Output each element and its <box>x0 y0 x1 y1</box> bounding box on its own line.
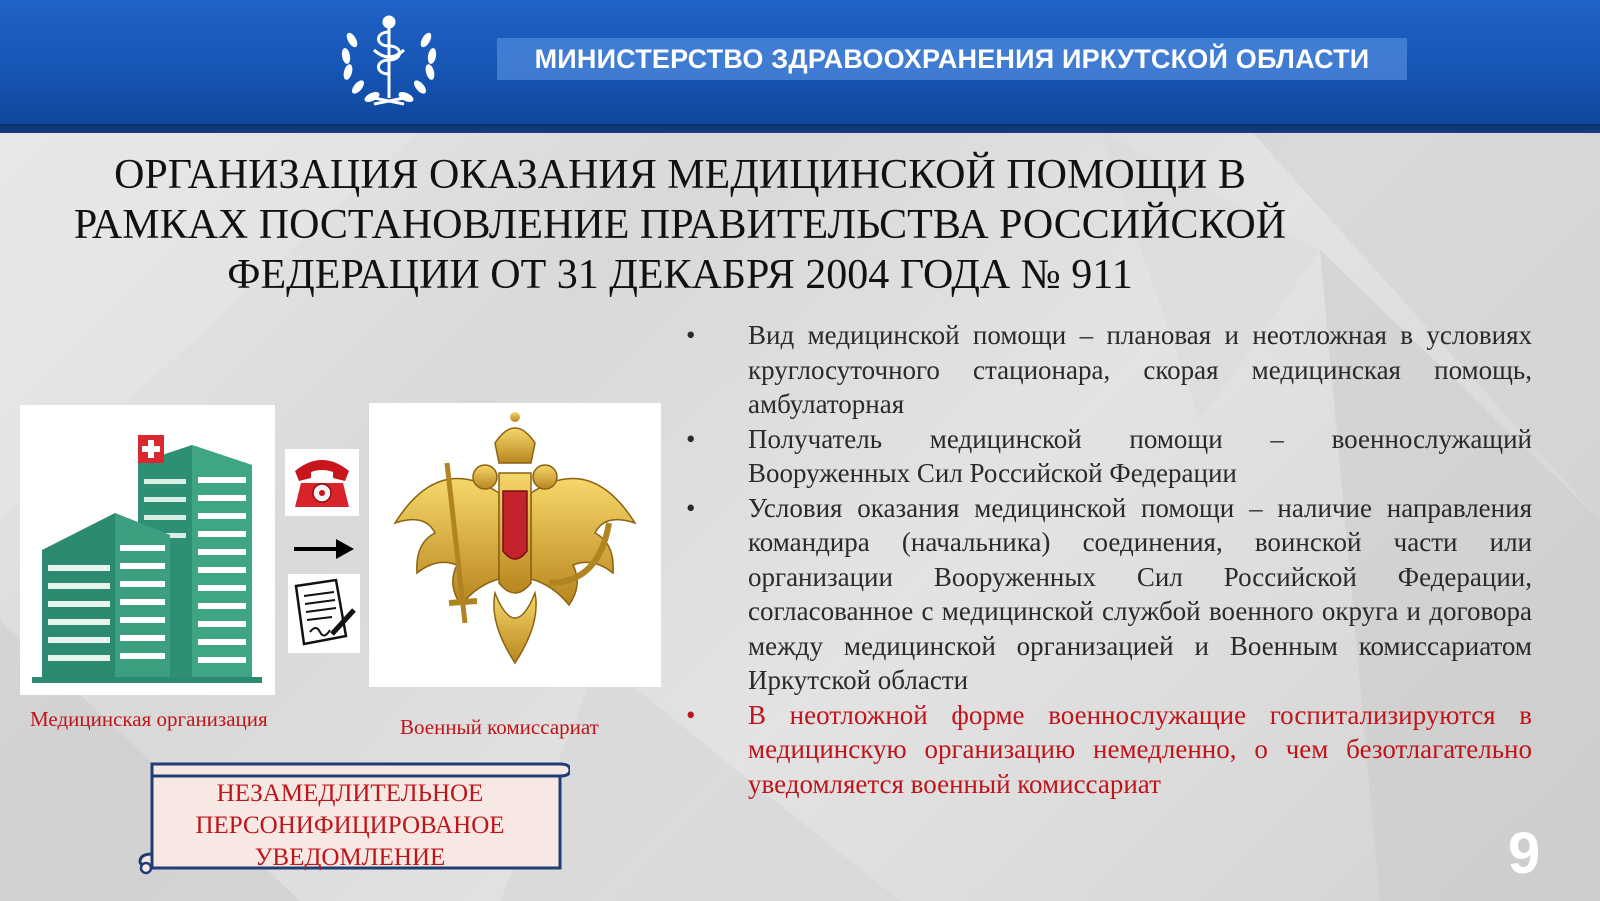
arrow-right-icon <box>294 536 354 562</box>
header-divider <box>0 124 1600 133</box>
bullet-dot: • <box>686 320 696 350</box>
notification-banner-text <box>155 778 545 874</box>
bullet-item <box>686 491 1532 698</box>
organization-banner <box>497 38 1407 80</box>
banner-line: НЕЗАМЕДЛИТЕЛЬНОЕ <box>216 780 484 807</box>
signed-document-icon <box>288 574 360 653</box>
hospital-image <box>20 405 275 695</box>
bullet-item <box>686 318 1532 422</box>
bullet-text: Условия оказания медицинской помощи – наличие направления командира (начальника) соединения, воинской части или организации Вооруженных Сил Российской Федерации, согласованное с медицинской службой военного округа и договора между медицинской организацией и Военным комиссариатом Иркутской области <box>748 492 1532 695</box>
document-image <box>288 574 360 653</box>
hospital-caption: Медицинская организация <box>30 707 268 731</box>
telephone-image <box>285 449 359 516</box>
bullet-dot: • <box>686 492 696 523</box>
title-line: ОРГАНИЗАЦИЯ ОКАЗАНИЯ МЕДИЦИНСКОЙ ПОМОЩИ В <box>114 152 1246 198</box>
slide-title <box>30 150 1330 300</box>
double-headed-eagle-icon <box>369 403 661 687</box>
title-line: ФЕДЕРАЦИИ ОТ 31 ДЕКАБРЯ 2004 ГОДА № 911 <box>227 252 1133 298</box>
header-bar <box>0 0 1600 128</box>
telephone-icon <box>285 449 359 516</box>
banner-line: ПЕРСОНИФИЦИРОВАНОЕ <box>195 812 505 839</box>
medical-emblem-icon <box>334 12 444 112</box>
bullet-text: Получатель медицинской помощи – военнослужащий Вооруженных Сил Российской Федерации <box>748 423 1532 488</box>
bullet-dot: • <box>686 699 696 730</box>
bullet-text: Вид медицинской помощи – плановая и неотложная в условиях круглосуточного стационара, скорая медицинская помощь, амбулаторная <box>748 320 1532 419</box>
military-emblem-image <box>369 403 661 687</box>
organization-name: МИНИСТЕРСТВО ЗДРАВООХРАНЕНИЯ ИРКУТСКОЙ ОБЛАСТИ <box>534 44 1370 74</box>
bullet-list <box>686 318 1532 801</box>
military-caption: Военный комиссариат <box>400 715 599 739</box>
page-number: 9 <box>1508 821 1541 886</box>
bullet-item <box>686 422 1532 491</box>
bullet-item-highlight <box>686 698 1532 802</box>
bullet-text: В неотложной форме военнослужащие госпитализируются в медицинскую организацию немедленно, о чем безотлагательно уведомляется военный комиссариат <box>748 699 1532 799</box>
bullet-dot: • <box>686 423 696 454</box>
banner-line: УВЕДОМЛЕНИЕ <box>254 844 446 871</box>
hospital-icon <box>20 405 275 695</box>
title-line: РАМКАХ ПОСТАНОВЛЕНИЕ ПРАВИТЕЛЬСТВА РОССИЙСКОЙ <box>73 202 1287 248</box>
